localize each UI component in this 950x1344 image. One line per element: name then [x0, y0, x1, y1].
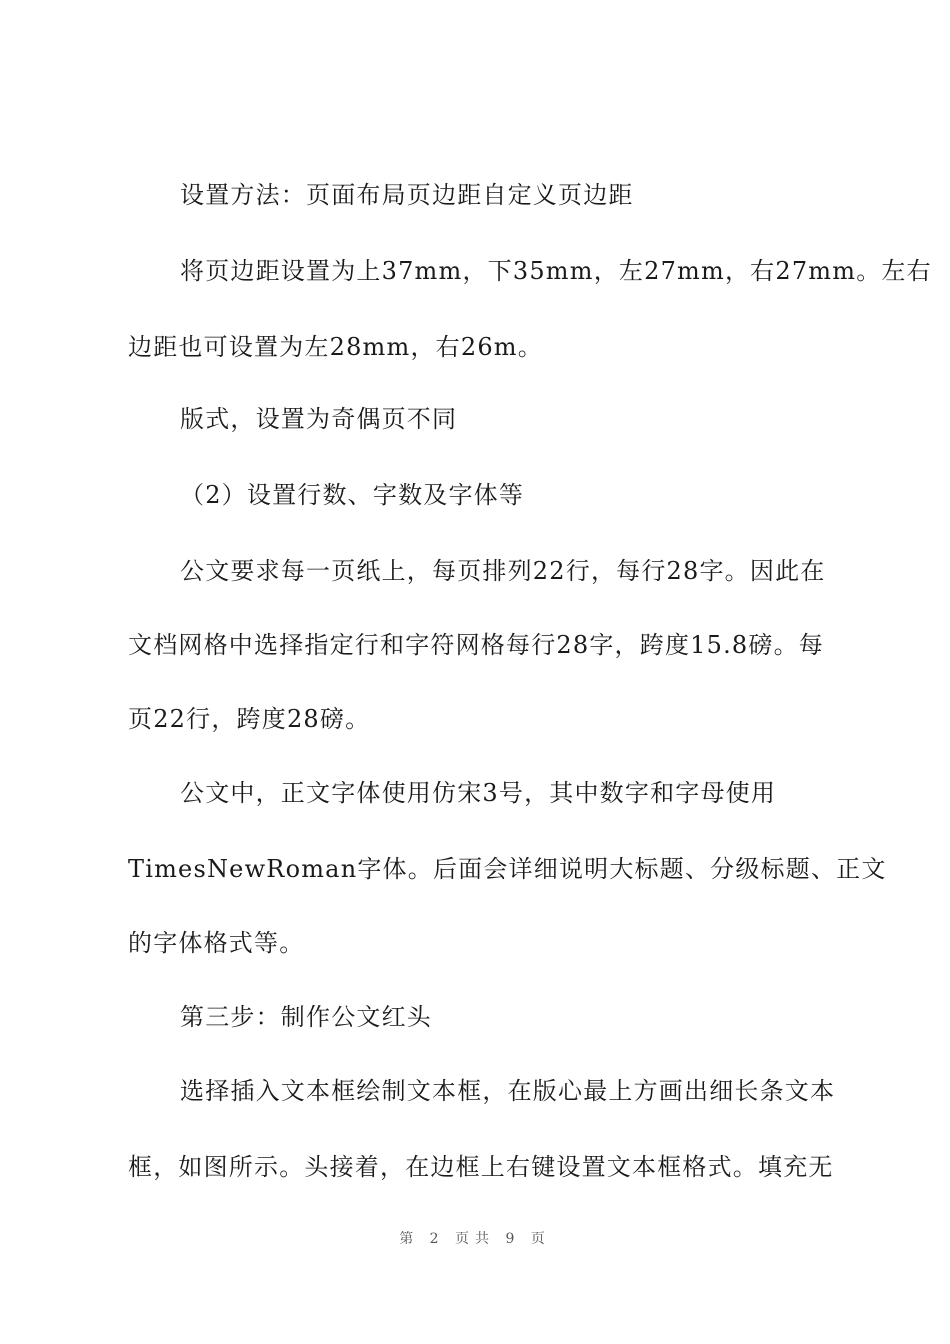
- text-line-section-heading: （2）设置行数、字数及字体等: [180, 481, 525, 509]
- text-line-textbox-1: 选择插入文本框绘制文本框，在版心最上方画出细长条文本: [180, 1077, 836, 1105]
- text-line-font-1: 公文中，正文字体使用仿宋3号，其中数字和字母使用: [180, 779, 777, 807]
- text-line-grid-3: 页22行，跨度28磅。: [128, 705, 371, 733]
- page-footer: 第 2 页共 9 页: [399, 1231, 551, 1247]
- text-line-font-2: TimesNewRoman字体。后面会详细说明大标题、分级标题、正文: [128, 855, 887, 883]
- text-line-margins-2: 边距也可设置为左28mm，右26m。: [128, 333, 543, 361]
- text-line-grid-1: 公文要求每一页纸上，每页排列22行，每行28字。因此在: [180, 557, 826, 585]
- text-line-grid-2: 文档网格中选择指定行和字符网格每行28字，跨度15.8磅。每: [128, 631, 824, 659]
- text-line-step-three: 第三步：制作公文红头: [180, 1003, 432, 1031]
- text-line-layout: 版式，设置为奇偶页不同: [180, 405, 458, 433]
- text-line-font-3: 的字体格式等。: [128, 929, 305, 957]
- text-line-setup-method: 设置方法：页面布局页边距自定义页边距: [180, 181, 634, 209]
- text-line-margins-1: 将页边距设置为上37mm，下35mm，左27mm，右27mm。左右: [180, 257, 932, 285]
- text-line-textbox-2: 框，如图所示。头接着，在边框上右键设置文本框格式。填充无: [128, 1153, 834, 1181]
